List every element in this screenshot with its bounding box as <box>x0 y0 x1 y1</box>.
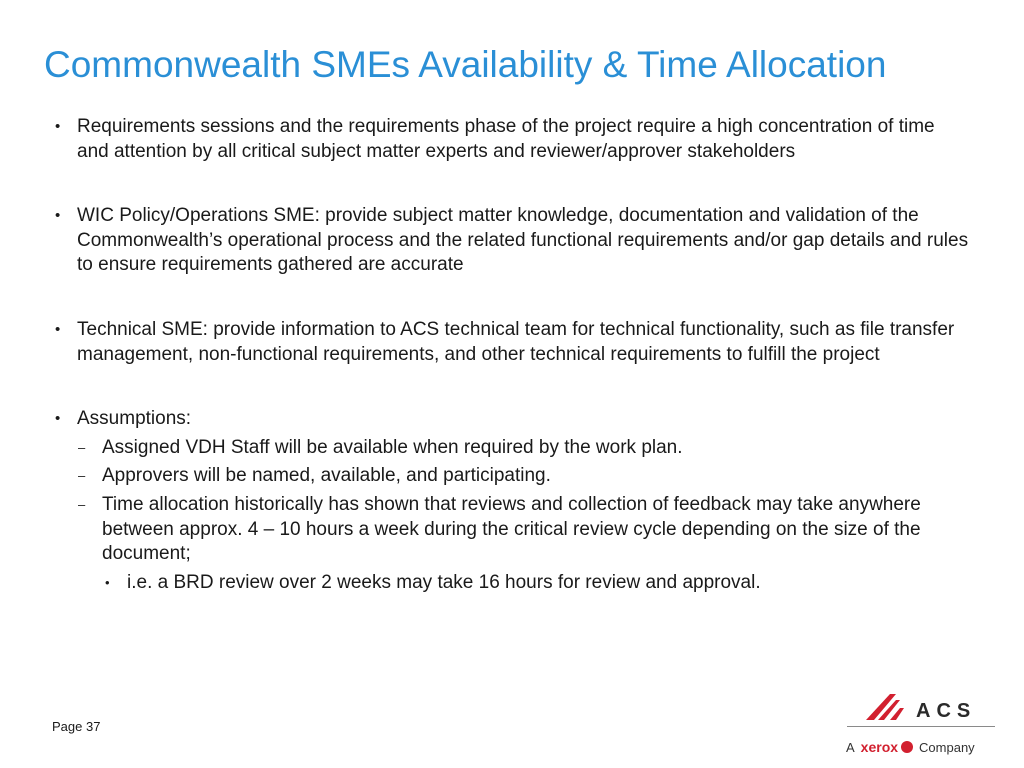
tagline-suffix: Company <box>919 740 975 755</box>
bullet-item <box>50 115 970 164</box>
bullet-marker: • <box>55 410 61 428</box>
bullet-text: WIC Policy/Operations SME: provide subject matter knowledge, documentation and validation of the Commonwealth’s operational process and the related functional requirements and/or gap details and rules to ensure requirements gathered are accurate <box>77 205 969 276</box>
acs-xerox-logo <box>836 688 996 764</box>
bullet-marker: • <box>55 118 61 135</box>
logo-divider <box>847 726 995 727</box>
sub-sub-item <box>50 571 970 596</box>
page-number: Page 37 <box>52 719 101 734</box>
bullet-item <box>50 204 970 278</box>
bullet-text: Technical SME: provide information to ACS technical team for technical functionality, such as file transfer management, non-functional requirements, and other technical requirements to fulfill the project <box>77 318 955 365</box>
xerox-ball-icon <box>901 741 913 753</box>
assumption-item <box>50 436 970 461</box>
assumption-item <box>50 493 970 567</box>
assumption-text: Assigned VDH Staff will be available when required by the work plan. <box>102 436 683 458</box>
slide-title: Commonwealth SMEs Availability & Time Allocation <box>44 44 887 85</box>
bullet-marker: • <box>55 320 61 338</box>
sub-sub-text: i.e. a BRD review over 2 weeks may take 16 hours for review and approval. <box>127 571 761 593</box>
bullet-text: Assumptions: <box>77 408 192 430</box>
dash-marker: – <box>78 496 86 512</box>
bullet-item <box>50 407 970 432</box>
tagline-prefix: A <box>846 740 855 755</box>
bullet-marker: • <box>55 207 61 225</box>
dash-marker: – <box>78 439 86 455</box>
dash-marker: – <box>78 468 86 484</box>
logo-tagline <box>846 739 975 755</box>
assumption-item <box>50 464 970 489</box>
slide-content <box>50 115 970 595</box>
assumption-text: Time allocation historically has shown that reviews and collection of feedback may take anywhere between approx. 4 – 10 hours a week during the critical review cycle depending on the size of the document; <box>102 493 921 565</box>
bullet-item <box>50 318 970 367</box>
acs-swoosh-icon <box>856 690 916 726</box>
assumption-text: Approvers will be named, available, and participating. <box>102 465 551 487</box>
bullet-text: Requirements sessions and the requirements phase of the project require a high concentration of time and attention by all critical subject matter experts and reviewer/approver stakeholders <box>77 116 935 162</box>
bullet-marker: • <box>105 574 110 590</box>
xerox-wordmark: xerox <box>860 739 899 755</box>
acs-brand-text: ACS <box>916 700 977 722</box>
